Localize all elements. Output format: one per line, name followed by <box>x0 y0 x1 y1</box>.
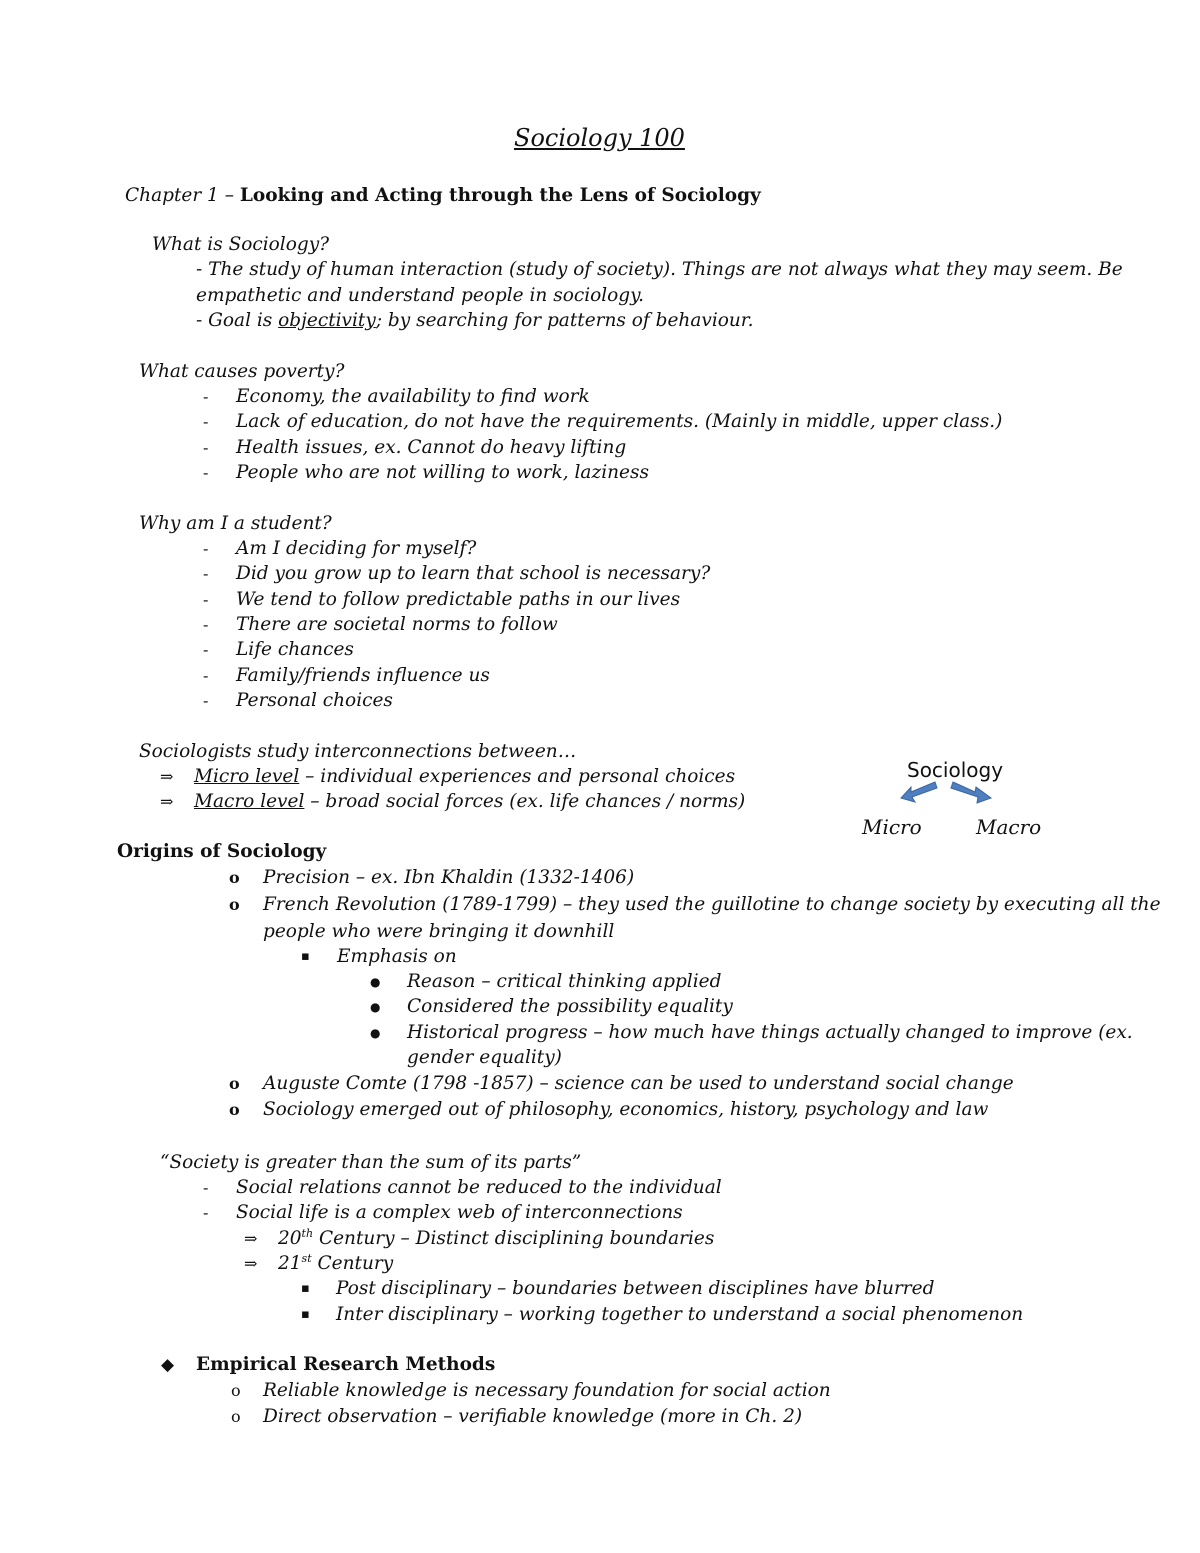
dash-marker: - <box>203 387 209 406</box>
micro-level-text: – individual experiences and personal choices <box>299 766 736 787</box>
goal-suffix: ; by searching for patterns of behaviour. <box>375 310 754 331</box>
origins-progress-2: gender equality) <box>407 1047 562 1068</box>
century-20-text: Century – Distinct disciplining boundaries <box>313 1228 715 1249</box>
diamond-bullet-icon: ◆ <box>161 1355 175 1375</box>
dash-marker: - <box>203 1178 209 1197</box>
diagram-macro-label: Macro <box>976 815 1042 839</box>
square-marker: ▪ <box>301 1307 310 1322</box>
dot-marker: ● <box>370 1026 381 1040</box>
list-item: Economy, the availability to find work <box>236 386 590 407</box>
micro-level-label: Micro level <box>194 766 300 787</box>
dot-marker: ● <box>370 1000 381 1014</box>
post-disciplinary: Post disciplinary – boundaries between disciplines have blurred <box>336 1278 935 1299</box>
macro-level-line <box>194 790 745 814</box>
arrow-marker: ⇒ <box>244 1229 258 1248</box>
goal-line <box>196 309 754 333</box>
list-item: Personal choices <box>236 690 393 711</box>
chapter-name: Looking and Acting through the Lens of Sociology <box>239 185 761 206</box>
list-item: Family/friends influence us <box>236 665 490 686</box>
inter-disciplinary: Inter disciplinary – working together to understand a social phenomenon <box>336 1304 1024 1325</box>
list-item: There are societal norms to follow <box>236 614 558 635</box>
goal-prefix: - Goal is <box>196 310 279 331</box>
interconnections-heading: Sociologists study interconnections between… <box>139 741 577 762</box>
what-is-line2: empathetic and understand people in sociology. <box>196 285 645 306</box>
century-21-line <box>278 1252 393 1276</box>
society-quote: “Society is greater than the sum of its parts” <box>160 1152 582 1173</box>
origins-emphasis: Emphasis on <box>337 946 457 967</box>
what-is-line1: - The study of human interaction (study of society). Things are not always what they may seem. Be <box>196 259 1123 280</box>
dash-marker: - <box>203 564 209 583</box>
diagram-arrows <box>895 778 1000 808</box>
empirical-item-2: Direct observation – verifiable knowledge (more in Ch. 2) <box>263 1406 803 1427</box>
list-item: Am I deciding for myself? <box>236 538 477 559</box>
chapter-prefix: Chapter 1 – <box>125 185 240 206</box>
what-is-heading: What is Sociology? <box>152 234 330 255</box>
century-21-suffix: st <box>301 1251 312 1265</box>
origins-french-1: French Revolution (1789-1799) – they used the guillotine to change society by executing all the <box>263 894 1161 915</box>
century-20-number: 20 <box>278 1228 302 1249</box>
dash-marker: - <box>203 691 209 710</box>
circle-marker: o <box>231 1381 241 1400</box>
society-item-2: Social life is a complex web of interconnections <box>236 1202 683 1223</box>
circle-marker: o <box>229 895 240 914</box>
square-marker: ▪ <box>301 949 310 964</box>
dash-marker: - <box>203 463 209 482</box>
list-item: Life chances <box>236 639 354 660</box>
empirical-item-1: Reliable knowledge is necessary foundation for social action <box>263 1380 831 1401</box>
square-marker: ▪ <box>301 1281 310 1296</box>
circle-marker: o <box>229 868 240 887</box>
century-21-text: Century <box>311 1253 394 1274</box>
origins-reason: Reason – critical thinking applied <box>407 971 722 992</box>
circle-marker: o <box>229 1100 240 1119</box>
macro-level-text: – broad social forces (ex. life chances / norms) <box>304 791 746 812</box>
arrow-marker: ⇒ <box>160 792 174 811</box>
dash-marker: - <box>203 412 209 431</box>
diagram-sociology-label: Sociology <box>907 758 1004 782</box>
origins-progress-1: Historical progress – how much have things actually changed to improve (ex. <box>407 1022 1133 1043</box>
list-item: Lack of education, do not have the requirements. (Mainly in middle, upper class.) <box>236 411 1003 432</box>
dash-marker: - <box>203 438 209 457</box>
origins-heading: Origins of Sociology <box>117 841 327 862</box>
century-20-line <box>278 1227 714 1251</box>
poverty-heading: What causes poverty? <box>139 361 345 382</box>
arrow-marker: ⇒ <box>160 767 174 786</box>
list-item: People who are not willing to work, laziness <box>236 462 649 483</box>
dash-marker: - <box>203 666 209 685</box>
micro-level-line <box>194 765 735 789</box>
list-item: Health issues, ex. Cannot do heavy lifting <box>236 437 627 458</box>
dot-marker: ● <box>370 975 381 989</box>
diagram-micro-label: Micro <box>862 815 922 839</box>
chapter-heading <box>125 184 761 208</box>
circle-marker: o <box>229 1074 240 1093</box>
macro-level-label: Macro level <box>194 791 305 812</box>
right-arrow-icon <box>951 782 991 803</box>
origins-equality: Considered the possibility equality <box>407 996 733 1017</box>
empirical-heading: Empirical Research Methods <box>196 1354 496 1375</box>
list-item: Did you grow up to learn that school is necessary? <box>236 563 711 584</box>
page-title: Sociology 100 <box>514 124 685 152</box>
origins-french-2: people who were bringing it downhill <box>263 921 615 942</box>
list-item: We tend to follow predictable paths in our lives <box>236 589 681 610</box>
society-item-1: Social relations cannot be reduced to the individual <box>236 1177 722 1198</box>
dash-marker: - <box>203 615 209 634</box>
circle-marker: o <box>231 1407 241 1426</box>
dash-marker: - <box>203 539 209 558</box>
dash-marker: - <box>203 640 209 659</box>
dash-marker: - <box>203 1203 209 1222</box>
origins-precision: Precision – ex. Ibn Khaldin (1332-1406) <box>263 867 635 888</box>
origins-emerged: Sociology emerged out of philosophy, economics, history, psychology and law <box>263 1099 989 1120</box>
student-heading: Why am I a student? <box>139 513 332 534</box>
origins-comte: Auguste Comte (1798 -1857) – science can be used to understand social change <box>263 1073 1014 1094</box>
goal-objectivity: objectivity <box>278 310 376 331</box>
arrow-marker: ⇒ <box>244 1254 258 1273</box>
left-arrow-icon <box>901 782 937 802</box>
century-20-suffix: th <box>301 1226 314 1240</box>
century-21-number: 21 <box>278 1253 302 1274</box>
dash-marker: - <box>203 590 209 609</box>
